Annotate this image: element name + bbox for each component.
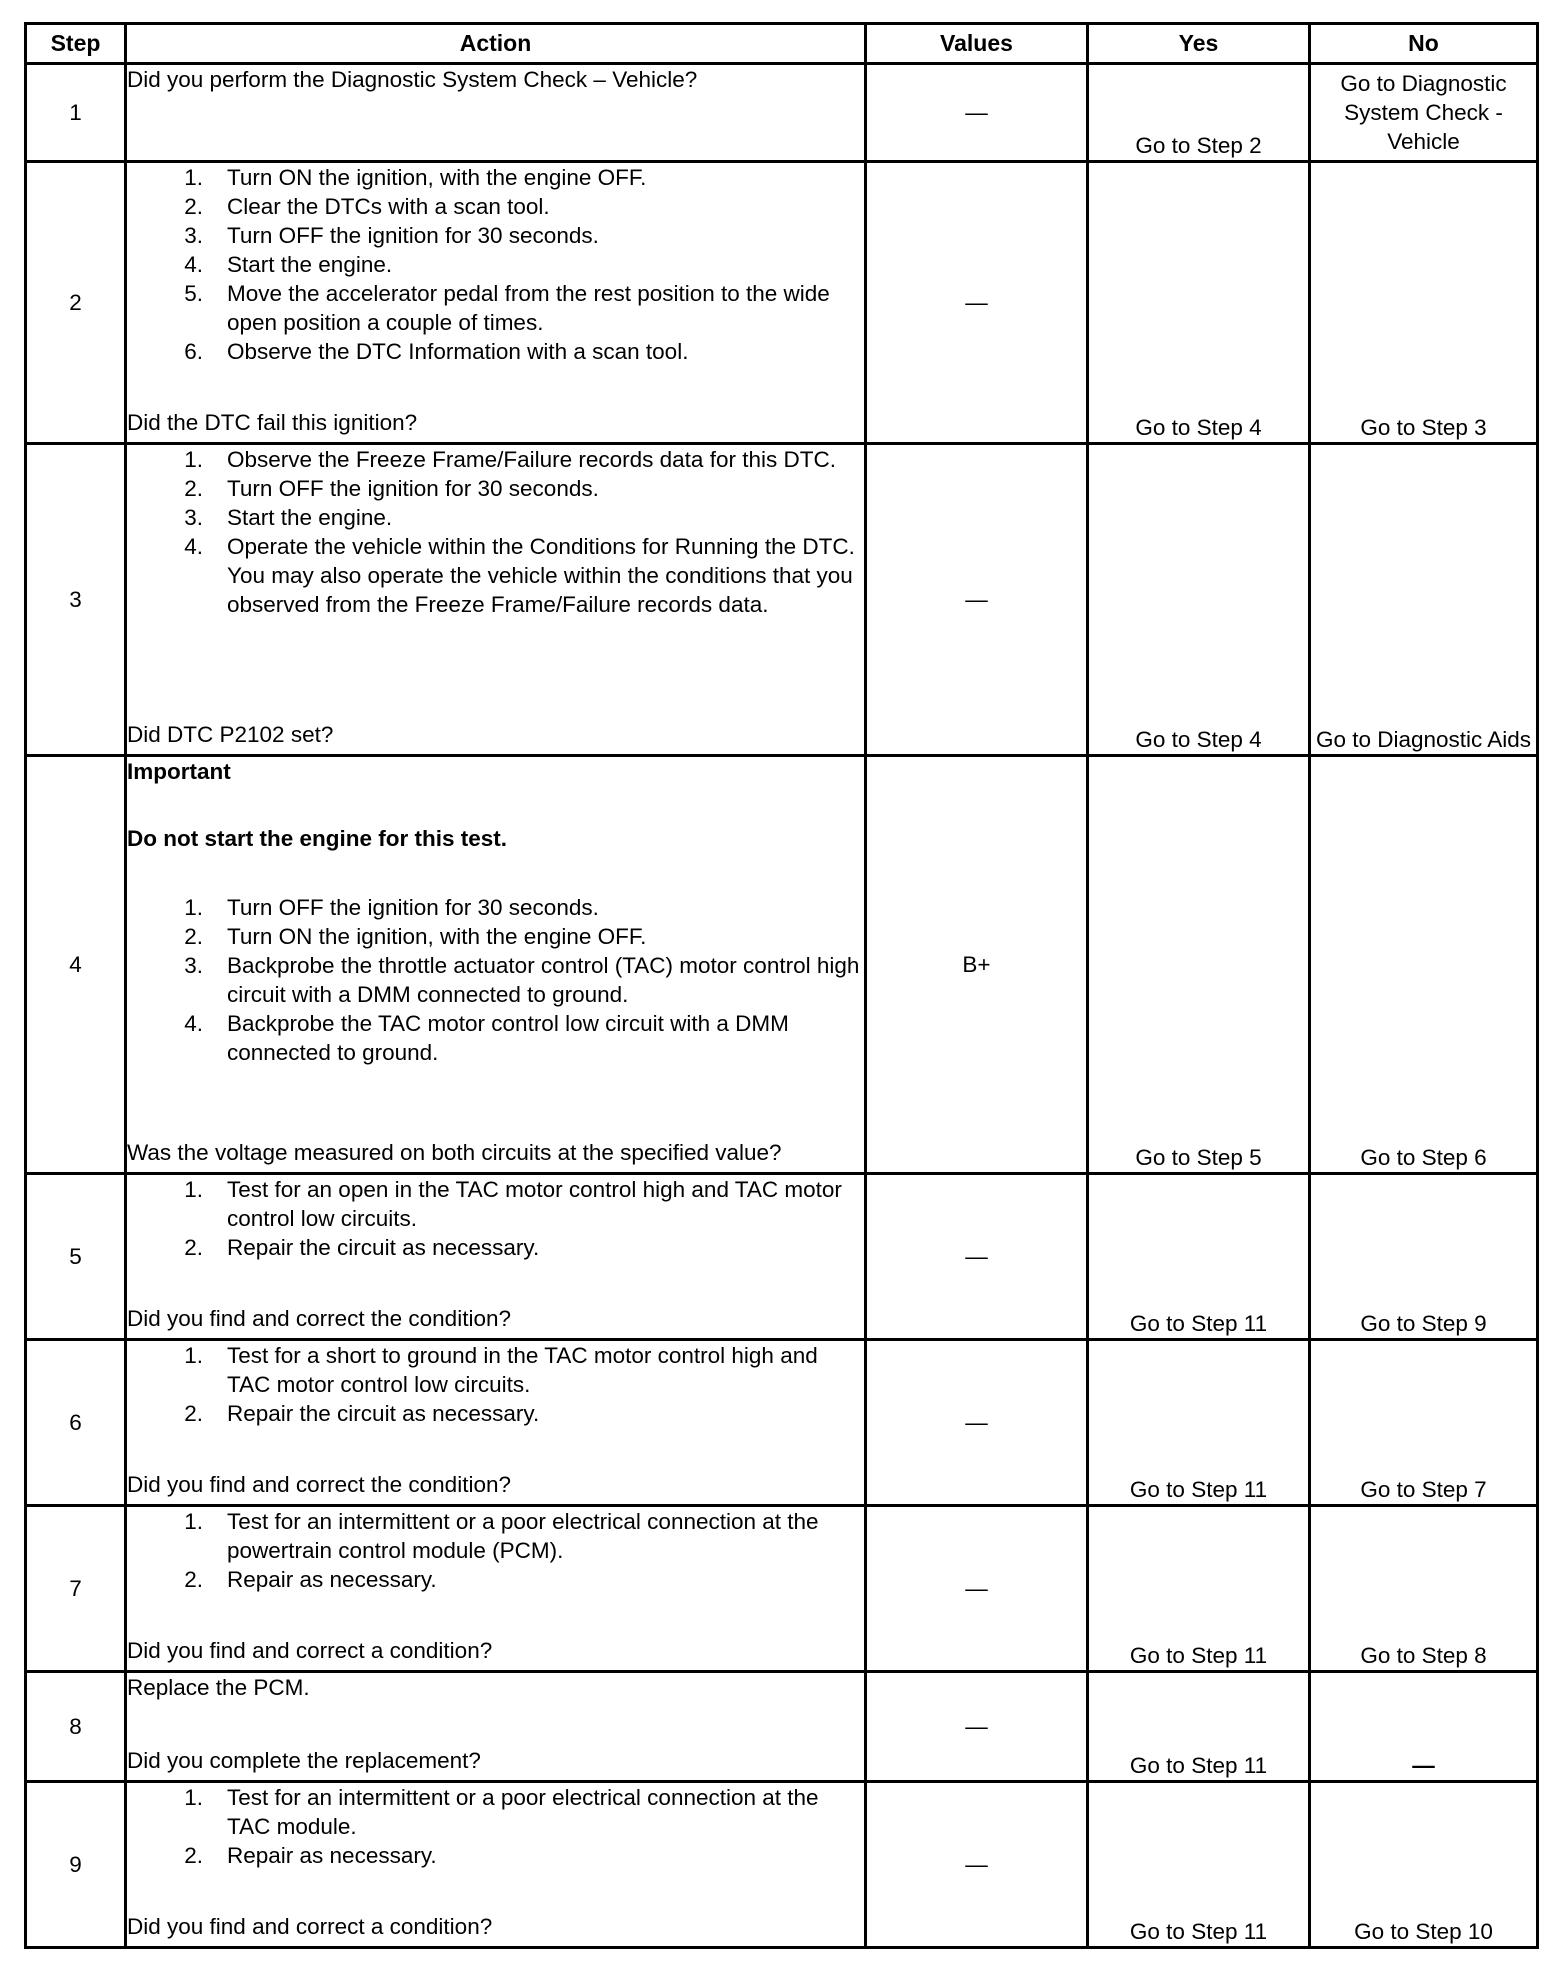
no-cell: Go to Diagnostic System Check - Vehicle — [1310, 64, 1538, 162]
action-text: Replace the PCM. — [127, 1675, 310, 1700]
table-row-step-7 — [26, 1506, 1538, 1672]
value-cell: — — [866, 1672, 1088, 1782]
yes-cell: Go to Step 11 — [1088, 1782, 1310, 1948]
step-number: 4 — [26, 756, 126, 1174]
step-number: 3 — [26, 444, 126, 756]
no-cell: Go to Step 7 — [1310, 1340, 1538, 1506]
yes-cell: Go to Step 11 — [1088, 1340, 1310, 1506]
step-number: 1 — [26, 64, 126, 162]
list-item: 6. Observe the DTC Information with a scan tool. — [184, 339, 689, 364]
action-cell — [126, 64, 866, 162]
value-cell: — — [866, 64, 1088, 162]
action-steps-list — [127, 893, 864, 1067]
header-yes: Yes — [1088, 24, 1310, 64]
action-question: Was the voltage measured on both circuits at the specified value? — [127, 1140, 782, 1165]
list-item: 2. Turn OFF the ignition for 30 seconds. — [184, 476, 599, 501]
list-item: 3. Turn OFF the ignition for 30 seconds. — [184, 223, 599, 248]
table-row-step-1 — [26, 64, 1538, 162]
action-cell — [126, 162, 866, 444]
table-row-step-9 — [26, 1782, 1538, 1948]
list-item: 1. Test for an open in the TAC motor control high and TAC motor control low circuits. — [184, 1177, 842, 1231]
action-cell — [126, 1506, 866, 1672]
action-steps-list — [127, 163, 864, 366]
step-number: 5 — [26, 1174, 126, 1340]
action-steps-list — [127, 445, 864, 619]
action-question: Did you find and correct a condition? — [127, 1914, 493, 1939]
value-cell: — — [866, 1782, 1088, 1948]
list-item: 2. Repair the circuit as necessary. — [184, 1235, 540, 1260]
list-item: 3. Backprobe the throttle actuator control (TAC) motor control high circuit with a DMM connected to ground. — [184, 953, 860, 1007]
action-steps-list — [127, 1507, 864, 1594]
list-item: 1. Test for an intermittent or a poor electrical connection at the TAC module. — [184, 1785, 819, 1839]
action-cell — [126, 1174, 866, 1340]
value-cell: — — [866, 1506, 1088, 1672]
header-step: Step — [26, 24, 126, 64]
list-item: 2. Repair as necessary. — [184, 1843, 437, 1868]
step-number: 7 — [26, 1506, 126, 1672]
step-number: 2 — [26, 162, 126, 444]
value-cell: — — [866, 162, 1088, 444]
no-cell: Go to Step 3 — [1310, 162, 1538, 444]
no-cell: Go to Step 10 — [1310, 1782, 1538, 1948]
header-values: Values — [866, 24, 1088, 64]
action-cell — [126, 756, 866, 1174]
list-item: 1. Test for an intermittent or a poor electrical connection at the powertrain control module (PCM). — [184, 1509, 819, 1563]
value-cell: B+ — [866, 756, 1088, 1174]
table-row-step-8 — [26, 1672, 1538, 1782]
list-item: 2. Clear the DTCs with a scan tool. — [184, 194, 550, 219]
list-item: 1. Test for a short to ground in the TAC motor control high and TAC motor control low circuits. — [184, 1343, 818, 1397]
no-cell: Go to Step 9 — [1310, 1174, 1538, 1340]
list-item: 4. Backprobe the TAC motor control low circuit with a DMM connected to ground. — [184, 1011, 789, 1065]
action-question: Did DTC P2102 set? — [127, 722, 334, 747]
action-steps-list — [127, 1175, 864, 1262]
action-text: Did you perform the Diagnostic System Check – Vehicle? — [127, 67, 698, 92]
action-steps-list — [127, 1783, 864, 1870]
list-item: 2. Repair as necessary. — [184, 1567, 437, 1592]
list-item: 4. Start the engine. — [184, 252, 393, 277]
diagnostic-table — [24, 22, 1539, 1949]
no-cell: Go to Step 6 — [1310, 756, 1538, 1174]
action-cell — [126, 1672, 866, 1782]
diagnostic-table-wrapper — [24, 22, 1536, 1949]
list-item: 1. Turn OFF the ignition for 30 seconds. — [184, 895, 599, 920]
important-text: Do not start the engine for this test. — [127, 826, 508, 851]
header-action: Action — [126, 24, 866, 64]
list-item: 2. Turn ON the ignition, with the engine OFF. — [184, 924, 647, 949]
table-row-step-3 — [26, 444, 1538, 756]
action-question: Did the DTC fail this ignition? — [127, 410, 418, 435]
header-no: No — [1310, 24, 1538, 64]
value-cell: — — [866, 1340, 1088, 1506]
action-cell — [126, 1782, 866, 1948]
yes-cell: Go to Step 2 — [1088, 64, 1310, 162]
yes-cell: Go to Step 5 — [1088, 756, 1310, 1174]
action-question: Did you find and correct the condition? — [127, 1306, 511, 1331]
yes-cell: Go to Step 4 — [1088, 444, 1310, 756]
no-cell: Go to Step 8 — [1310, 1506, 1538, 1672]
list-item: 3. Start the engine. — [184, 505, 393, 530]
header-row — [26, 24, 1538, 64]
action-cell — [126, 444, 866, 756]
list-item: 1. Turn ON the ignition, with the engine OFF. — [184, 165, 647, 190]
step-number: 6 — [26, 1340, 126, 1506]
no-cell: Go to Diagnostic Aids — [1310, 444, 1538, 756]
no-cell: — — [1310, 1672, 1538, 1782]
yes-cell: Go to Step 11 — [1088, 1174, 1310, 1340]
yes-cell: Go to Step 4 — [1088, 162, 1310, 444]
list-item: 5. Move the accelerator pedal from the rest position to the wide open position a couple of times. — [184, 281, 830, 335]
yes-cell: Go to Step 11 — [1088, 1672, 1310, 1782]
important-title: Important — [127, 759, 231, 784]
table-row-step-4 — [26, 756, 1538, 1174]
table-row-step-5 — [26, 1174, 1538, 1340]
value-cell: — — [866, 1174, 1088, 1340]
table-row-step-2 — [26, 162, 1538, 444]
list-item: 1. Observe the Freeze Frame/Failure records data for this DTC. — [184, 447, 836, 472]
step-number: 8 — [26, 1672, 126, 1782]
step-number: 9 — [26, 1782, 126, 1948]
list-item: 2. Repair the circuit as necessary. — [184, 1401, 540, 1426]
action-cell — [126, 1340, 866, 1506]
value-cell: — — [866, 444, 1088, 756]
table-row-step-6 — [26, 1340, 1538, 1506]
action-question: Did you find and correct a condition? — [127, 1638, 493, 1663]
action-question: Did you complete the replacement? — [127, 1748, 481, 1773]
action-question: Did you find and correct the condition? — [127, 1472, 511, 1497]
action-steps-list — [127, 1341, 864, 1428]
yes-cell: Go to Step 11 — [1088, 1506, 1310, 1672]
list-item: 4. Operate the vehicle within the Conditions for Running the DTC. You may also operate the vehicle within the conditions that you observed from the Freeze Frame/Failure records data. — [184, 534, 855, 617]
